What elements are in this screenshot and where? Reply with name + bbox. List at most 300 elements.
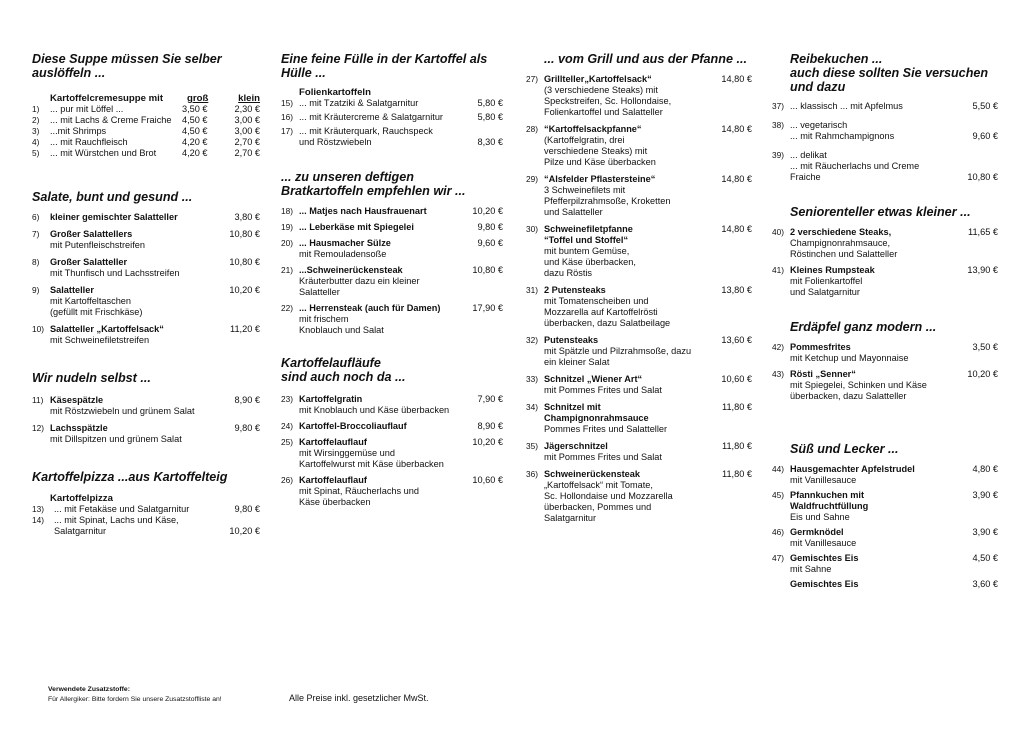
item-number: 32) bbox=[526, 335, 538, 345]
item-price-large: 4,20 € bbox=[182, 137, 208, 147]
menu-item bbox=[281, 98, 503, 109]
item-description: mit Sahne bbox=[790, 564, 832, 574]
item-content bbox=[772, 265, 998, 298]
item-number: 7) bbox=[32, 229, 40, 239]
menu-item bbox=[281, 421, 503, 432]
item-text: ... klassisch ... mit Apfelmus bbox=[790, 101, 903, 111]
section-title-gratin: Kartoffelaufläufe sind auch noch da ... bbox=[281, 356, 406, 384]
item-description: mit Röstzwiebeln und grünem Salat bbox=[50, 406, 195, 416]
section-title-salads: Salate, bunt und gesund ... bbox=[32, 190, 193, 204]
soup-item-list bbox=[32, 104, 260, 159]
item-price-small: 3,00 € bbox=[234, 126, 260, 136]
item-name: Kartoffelgratin bbox=[299, 394, 363, 404]
item-number: 16) bbox=[281, 112, 293, 122]
item-content bbox=[526, 74, 752, 118]
additives-title: Verwendete Zusatzstoffe: bbox=[48, 686, 130, 693]
soup-header-label: Kartoffelcremesuppe mit bbox=[50, 93, 164, 104]
item-name: ... Hausmacher Sülze bbox=[299, 238, 391, 248]
item-number: 44) bbox=[772, 464, 784, 474]
item-number: 35) bbox=[526, 441, 538, 451]
item-text: ... delikat ... mit Räucherlachs und Creme Fraiche bbox=[790, 150, 920, 182]
item-price: 14,80 € bbox=[721, 174, 752, 184]
item-number: 36) bbox=[526, 469, 538, 479]
item-content bbox=[526, 469, 752, 524]
item-price: 10,20 € bbox=[472, 437, 503, 447]
item-description: Pommes Frites und Salatteller bbox=[544, 424, 668, 434]
item-text: ... vegetarisch ... mit Rahmchampignons bbox=[790, 120, 895, 141]
item-price: 5,80 € bbox=[477, 98, 503, 108]
item-content bbox=[32, 324, 260, 346]
item-name: Pfannkuchen mit Waldfruchtfüllung bbox=[790, 490, 869, 511]
item-number: 24) bbox=[281, 421, 293, 431]
menu-item bbox=[32, 257, 260, 279]
item-content bbox=[32, 257, 260, 279]
section-hearty bbox=[281, 170, 503, 336]
item-description: mit Pommes Frites und Salat bbox=[544, 385, 662, 395]
item-text: ... mit Rauchfleisch bbox=[50, 137, 128, 147]
menu-item bbox=[772, 579, 998, 590]
allergy-note: Für Allergiker: Bitte fordern Sie unsere Zusatzstoffliste an! bbox=[48, 696, 222, 703]
item-price: 9,80 € bbox=[234, 423, 260, 433]
pizza-subhead: Kartoffelpizza bbox=[50, 493, 113, 504]
item-content bbox=[526, 174, 752, 218]
item-number: 23) bbox=[281, 394, 293, 404]
section-reibekuchen bbox=[772, 52, 998, 183]
item-name: Kartoffel-Broccoliauflauf bbox=[299, 421, 407, 431]
item-description: Champignonrahmsauce, Röstinchen und Salatteller bbox=[790, 238, 898, 259]
menu-item bbox=[772, 369, 998, 402]
item-description: 3 Schweinefilets mit Pfefferpilzrahmsoße, Kroketten und Salatteller bbox=[544, 185, 671, 217]
item-number: 28) bbox=[526, 124, 538, 134]
item-content bbox=[772, 579, 998, 590]
item-name: Salatteller bbox=[50, 285, 94, 295]
item-number: 40) bbox=[772, 227, 784, 237]
section-erdaepfel bbox=[772, 320, 998, 402]
item-number: 45) bbox=[772, 490, 784, 500]
menu-item bbox=[772, 464, 998, 486]
pizza-item-list bbox=[32, 504, 260, 537]
section-title-grill: ... vom Grill und aus der Pfanne ... bbox=[544, 52, 747, 66]
item-name: Kleines Rumpsteak bbox=[790, 265, 875, 275]
item-content bbox=[526, 402, 752, 435]
menu-item bbox=[281, 475, 503, 508]
item-price: 10,80 € bbox=[229, 257, 260, 267]
item-content bbox=[772, 227, 998, 260]
item-text: ... pur mit Löffel ... bbox=[50, 104, 124, 114]
item-name: Pommesfrites bbox=[790, 342, 851, 352]
item-number: 47) bbox=[772, 553, 784, 563]
menu-item bbox=[32, 423, 260, 445]
item-description: mit Remouladensoße bbox=[299, 249, 387, 259]
item-number: 30) bbox=[526, 224, 538, 234]
item-price: 11,80 € bbox=[722, 441, 752, 451]
item-price: 4,50 € bbox=[972, 553, 998, 563]
item-name: ... Matjes nach Hausfrauenart bbox=[299, 206, 427, 216]
item-name: Schweinefiletpfanne “Toffel und Stoffel“ bbox=[544, 224, 633, 245]
item-name: Grillteller„Kartoffelsack“ bbox=[544, 74, 652, 84]
item-price: 11,65 € bbox=[968, 227, 998, 237]
vat-note: Alle Preise inkl. gesetzlicher MwSt. bbox=[289, 693, 429, 703]
section-salads bbox=[32, 190, 260, 346]
item-name: “Kartoffelsackpfanne“ bbox=[544, 124, 642, 134]
item-name: kleiner gemischter Salatteller bbox=[50, 212, 178, 222]
menu-item bbox=[526, 335, 752, 368]
menu-item bbox=[32, 115, 260, 126]
grill-item-list bbox=[526, 74, 752, 524]
item-number: 38) bbox=[772, 120, 784, 130]
item-name: Salatteller „Kartoffelsack“ bbox=[50, 324, 164, 334]
salad-item-list bbox=[32, 212, 260, 346]
item-description: mit buntem Gemüse, und Käse überbacken, dazu Röstis bbox=[544, 246, 636, 278]
item-name: Schnitzel mit Champignonrahmsauce bbox=[544, 402, 649, 423]
item-content bbox=[281, 303, 503, 336]
item-price: 10,80 € bbox=[472, 265, 503, 275]
item-text: ... mit Fetakäse und Salatgarnitur bbox=[54, 504, 190, 514]
section-title-erdaepfel: Erdäpfel ganz modern ... bbox=[790, 320, 937, 334]
menu-item bbox=[526, 469, 752, 524]
section-title-noodles: Wir nudeln selbst ... bbox=[32, 371, 151, 385]
item-content bbox=[772, 369, 998, 402]
item-description: mit Thunfisch und Lachsstreifen bbox=[50, 268, 180, 278]
item-description: mit Kartoffeltaschen (gefüllt mit Frischkäse) bbox=[50, 296, 143, 317]
item-price: 5,80 € bbox=[477, 112, 503, 122]
item-price-small: 2,70 € bbox=[234, 148, 260, 158]
item-price: 11,20 € bbox=[230, 324, 260, 334]
item-content bbox=[32, 423, 260, 445]
soup-header-row bbox=[32, 93, 260, 104]
menu-item bbox=[32, 395, 260, 417]
item-content bbox=[772, 342, 998, 364]
soup-header-gross: groß bbox=[187, 93, 209, 104]
erdaepfel-item-list bbox=[772, 342, 998, 402]
item-description: mit Spiegelei, Schinken und Käse überbacken, dazu Salatteller bbox=[790, 380, 927, 401]
section-pizza bbox=[32, 470, 260, 537]
item-number: 13) bbox=[32, 504, 44, 514]
item-number: 26) bbox=[281, 475, 293, 485]
item-text: ... mit Würstchen und Brot bbox=[50, 148, 157, 158]
menu-item bbox=[281, 206, 503, 217]
menu-item bbox=[526, 285, 752, 329]
item-price: 3,80 € bbox=[234, 212, 260, 222]
item-description: mit Schweinefiletstreifen bbox=[50, 335, 150, 345]
item-content bbox=[281, 238, 503, 260]
menu-item bbox=[772, 150, 998, 183]
item-number: 25) bbox=[281, 437, 293, 447]
senior-item-list bbox=[772, 227, 998, 298]
item-description: mit Putenfleischstreifen bbox=[50, 240, 145, 250]
item-content bbox=[772, 464, 998, 486]
item-name: Gemischtes Eis bbox=[790, 579, 859, 589]
menu-item bbox=[281, 265, 503, 298]
item-name: ...Schweinerückensteak bbox=[299, 265, 403, 275]
item-number: 21) bbox=[281, 265, 293, 275]
item-description: mit Knoblauch und Käse überbacken bbox=[299, 405, 450, 415]
item-number: 19) bbox=[281, 222, 293, 232]
item-description: „Kartoffelsack“ mit Tomate, Sc. Hollondaise und Mozzarella überbacken, Pommes und Salatgarnitur bbox=[544, 480, 673, 523]
menu-item bbox=[32, 285, 260, 318]
section-sweet bbox=[772, 442, 998, 590]
menu-item bbox=[281, 112, 503, 123]
item-price: 10,80 € bbox=[967, 172, 998, 182]
item-number: 2) bbox=[32, 115, 40, 125]
item-price: 3,60 € bbox=[972, 579, 998, 589]
section-title-reibekuchen: Reibekuchen ... auch diese sollten Sie versuchen und dazu bbox=[790, 52, 989, 94]
menu-item bbox=[772, 101, 998, 112]
item-number: 8) bbox=[32, 257, 40, 267]
item-number: 15) bbox=[281, 98, 293, 108]
menu-item bbox=[526, 174, 752, 218]
item-text: ... mit Tzatziki & Salatgarnitur bbox=[299, 98, 419, 108]
section-gratin bbox=[281, 356, 503, 508]
item-description: mit Dillspitzen und grünem Salat bbox=[50, 434, 182, 444]
item-price: 3,90 € bbox=[972, 527, 998, 537]
item-number: 18) bbox=[281, 206, 293, 216]
item-price: 13,80 € bbox=[721, 285, 752, 295]
item-price: 9,60 € bbox=[972, 131, 998, 141]
item-content bbox=[526, 224, 752, 279]
item-price: 10,60 € bbox=[472, 475, 503, 485]
menu-item bbox=[526, 224, 752, 279]
menu-item bbox=[526, 124, 752, 168]
section-soup bbox=[32, 52, 260, 159]
item-name: 2 verschiedene Steaks, bbox=[790, 227, 892, 237]
item-price: 4,80 € bbox=[972, 464, 998, 474]
item-content bbox=[526, 335, 752, 368]
item-name: Großer Salatteller bbox=[50, 257, 128, 267]
item-name: Kartoffelauflauf bbox=[299, 475, 367, 485]
menu-item bbox=[772, 553, 998, 575]
item-number: 11) bbox=[32, 395, 44, 405]
item-number: 12) bbox=[32, 423, 44, 433]
item-price: 9,60 € bbox=[477, 238, 503, 248]
item-price: 13,90 € bbox=[967, 265, 998, 275]
item-price: 7,90 € bbox=[477, 394, 503, 404]
item-number: 42) bbox=[772, 342, 784, 352]
gratin-item-list bbox=[281, 394, 503, 508]
menu-item bbox=[32, 229, 260, 251]
menu-item bbox=[32, 148, 260, 159]
item-content bbox=[281, 222, 503, 233]
item-name: Putensteaks bbox=[544, 335, 599, 345]
item-price-small: 2,30 € bbox=[234, 104, 260, 114]
item-price-small: 2,70 € bbox=[234, 137, 260, 147]
menu-item bbox=[32, 104, 260, 115]
item-content bbox=[772, 553, 998, 575]
section-title-sweet: Süß und Lecker ... bbox=[790, 442, 899, 456]
item-name: Schweinerückensteak bbox=[544, 469, 641, 479]
item-content bbox=[281, 421, 503, 432]
menu-item bbox=[281, 394, 503, 416]
menu-item bbox=[32, 324, 260, 346]
menu-column-2 bbox=[281, 52, 503, 513]
item-number: 29) bbox=[526, 174, 538, 184]
item-name: “Alsfelder Pflastersteine“ bbox=[544, 174, 656, 184]
item-description: Eis und Sahne bbox=[790, 512, 850, 522]
menu-item bbox=[772, 342, 998, 364]
item-price: 9,80 € bbox=[234, 504, 260, 514]
item-number: 33) bbox=[526, 374, 538, 384]
menu-item bbox=[526, 402, 752, 435]
item-price: 5,50 € bbox=[972, 101, 998, 111]
item-content bbox=[281, 475, 503, 508]
reibe-item-list bbox=[772, 101, 998, 183]
section-title-hearty: ... zu unseren deftigen Bratkartoffeln empfehlen wir ... bbox=[281, 170, 466, 198]
item-name: Hausgemachter Apfelstrudel bbox=[790, 464, 915, 474]
item-description: Kräuterbutter dazu ein kleiner Salatteller bbox=[299, 276, 420, 297]
item-name: ... Herrensteak (auch für Damen) bbox=[299, 303, 441, 313]
item-price: 10,20 € bbox=[229, 526, 260, 536]
section-noodles bbox=[32, 371, 260, 445]
item-content bbox=[526, 441, 752, 463]
item-price: 14,80 € bbox=[721, 124, 752, 134]
menu-column-3 bbox=[526, 52, 752, 530]
item-number: 3) bbox=[32, 126, 40, 136]
item-number: 43) bbox=[772, 369, 784, 379]
item-price: 3,90 € bbox=[972, 490, 998, 500]
item-content bbox=[526, 374, 752, 396]
menu-item bbox=[32, 126, 260, 137]
item-description: (Kartoffelgratin, drei verschiedene Steaks) mit Pilze und Käse überbacken bbox=[544, 135, 656, 167]
item-number: 17) bbox=[281, 126, 293, 136]
item-price-large: 4,20 € bbox=[182, 148, 208, 158]
item-name: Großer Salattellers bbox=[50, 229, 133, 239]
menu-column-4 bbox=[772, 52, 998, 594]
item-content bbox=[526, 285, 752, 329]
item-text: ... mit Lachs & Creme Fraiche bbox=[50, 115, 172, 125]
item-name: Rösti „Senner“ bbox=[790, 369, 856, 379]
menu-item bbox=[772, 120, 998, 142]
foil-item-list bbox=[281, 98, 503, 148]
item-number: 10) bbox=[32, 324, 44, 334]
item-price: 14,80 € bbox=[721, 74, 752, 84]
item-number: 6) bbox=[32, 212, 40, 222]
section-title-foil-potatoes: Eine feine Fülle in der Kartoffel als Hülle ... bbox=[281, 52, 488, 80]
item-price: 3,50 € bbox=[972, 342, 998, 352]
item-price: 11,80 € bbox=[722, 402, 752, 412]
section-title-soup: Diese Suppe müssen Sie selber auslöffeln ... bbox=[32, 52, 222, 80]
menu-item bbox=[281, 303, 503, 336]
item-description: mit Vanillesauce bbox=[790, 538, 857, 548]
menu-item bbox=[281, 222, 503, 233]
foil-subhead: Folienkartoffeln bbox=[299, 87, 371, 98]
section-title-pizza: Kartoffelpizza ...aus Kartoffelteig bbox=[32, 470, 228, 484]
item-name: ... Leberkäse mit Spiegelei bbox=[299, 222, 414, 232]
menu-item bbox=[772, 527, 998, 549]
item-price: 10,60 € bbox=[721, 374, 752, 384]
item-content bbox=[281, 265, 503, 298]
item-description: mit frischem Knoblauch und Salat bbox=[299, 314, 384, 335]
item-price: 17,90 € bbox=[472, 303, 503, 313]
footer-additives bbox=[48, 685, 222, 705]
item-price: 10,20 € bbox=[967, 369, 998, 379]
item-name: Gemischtes Eis bbox=[790, 553, 859, 563]
menu-column-1 bbox=[32, 52, 260, 537]
item-description: mit Wirsinggemüse und Kartoffelwurst mit Käse überbacken bbox=[299, 448, 444, 469]
item-name: Kartoffelauflauf bbox=[299, 437, 367, 447]
item-content bbox=[32, 285, 260, 318]
item-content bbox=[772, 527, 998, 549]
item-price-large: 4,50 € bbox=[182, 126, 208, 136]
item-name: Jägerschnitzel bbox=[544, 441, 608, 451]
item-description: mit Spinat, Räucherlachs und Käse überbacken bbox=[299, 486, 420, 507]
item-number: 5) bbox=[32, 148, 40, 158]
item-description: mit Vanillesauce bbox=[790, 475, 857, 485]
menu-item bbox=[526, 74, 752, 118]
item-content bbox=[526, 124, 752, 168]
soup-header-klein: klein bbox=[238, 93, 260, 104]
item-number: 39) bbox=[772, 150, 784, 160]
item-price: 10,20 € bbox=[229, 285, 260, 295]
item-price: 14,80 € bbox=[721, 224, 752, 234]
section-senior bbox=[772, 205, 998, 298]
menu-item bbox=[281, 437, 503, 470]
item-name: Käsespätzle bbox=[50, 395, 104, 405]
item-price: 13,60 € bbox=[721, 335, 752, 345]
sweet-item-list bbox=[772, 464, 998, 590]
item-content bbox=[32, 229, 260, 251]
item-number: 31) bbox=[526, 285, 538, 295]
item-description: mit Spätzle und Pilzrahmsoße, dazu ein kleiner Salat bbox=[544, 346, 692, 367]
menu-item bbox=[526, 441, 752, 463]
section-foil-potatoes bbox=[281, 52, 503, 148]
item-price-large: 4,50 € bbox=[182, 115, 208, 125]
item-description: mit Pommes Frites und Salat bbox=[544, 452, 662, 462]
item-content bbox=[32, 395, 260, 417]
item-price: 8,30 € bbox=[477, 137, 503, 147]
item-number: 22) bbox=[281, 303, 293, 313]
item-name: Schnitzel „Wiener Art“ bbox=[544, 374, 643, 384]
noodle-item-list bbox=[32, 395, 260, 445]
item-price-large: 3,50 € bbox=[182, 104, 208, 114]
item-description: mit Folienkartoffel und Salatgarnitur bbox=[790, 276, 863, 297]
section-title-senior: Seniorenteller etwas kleiner ... bbox=[790, 205, 971, 219]
item-content bbox=[772, 490, 998, 523]
hearty-item-list bbox=[281, 206, 503, 336]
menu-item bbox=[32, 212, 260, 223]
menu-item bbox=[772, 490, 998, 523]
item-number: 4) bbox=[32, 137, 40, 147]
item-number: 41) bbox=[772, 265, 784, 275]
item-text: ... mit Kräutercreme & Salatgarnitur bbox=[299, 112, 443, 122]
item-number: 27) bbox=[526, 74, 538, 84]
item-name: Germknödel bbox=[790, 527, 844, 537]
section-grill bbox=[526, 52, 752, 524]
item-number: 34) bbox=[526, 402, 538, 412]
menu-item bbox=[32, 515, 260, 537]
item-price: 10,80 € bbox=[229, 229, 260, 239]
item-number: 37) bbox=[772, 101, 784, 111]
item-number: 14) bbox=[32, 515, 44, 525]
item-content bbox=[32, 212, 260, 223]
item-content bbox=[281, 206, 503, 217]
item-number: 20) bbox=[281, 238, 293, 248]
item-content bbox=[281, 394, 503, 416]
item-price-small: 3,00 € bbox=[234, 115, 260, 125]
item-number: 46) bbox=[772, 527, 784, 537]
item-description: (3 verschiedene Steaks) mit Speckstreifen, Sc. Hollondaise, Folienkartoffel und Salatteller bbox=[544, 85, 672, 117]
item-price: 8,90 € bbox=[234, 395, 260, 405]
item-price: 11,80 € bbox=[722, 469, 752, 479]
menu-item bbox=[32, 504, 260, 515]
menu-item bbox=[281, 238, 503, 260]
menu-item bbox=[772, 265, 998, 298]
item-name: Lachsspätzle bbox=[50, 423, 108, 433]
item-number: 1) bbox=[32, 104, 40, 114]
item-price: 9,80 € bbox=[477, 222, 503, 232]
item-description: mit Ketchup und Mayonnaise bbox=[790, 353, 909, 363]
item-text: ... mit Spinat, Lachs und Käse, Salatgarnitur bbox=[54, 515, 179, 536]
menu-item bbox=[32, 137, 260, 148]
